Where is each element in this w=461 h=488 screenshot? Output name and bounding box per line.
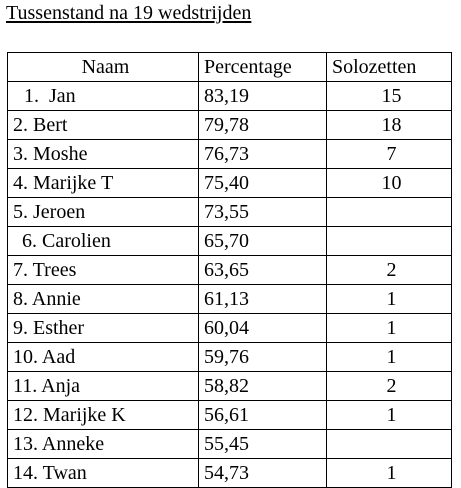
table-row	[8, 285, 452, 314]
cell-solo: 1	[327, 401, 452, 430]
cell-name: 9. Esther	[8, 314, 199, 343]
table-row	[8, 82, 452, 111]
column-header-solo: Solozetten	[327, 53, 452, 82]
table-row	[8, 227, 452, 256]
table-row	[8, 401, 452, 430]
cell-solo	[327, 227, 452, 256]
cell-name: 11. Anja	[8, 372, 199, 401]
cell-solo: 1	[327, 285, 452, 314]
table-row	[8, 314, 452, 343]
standings-table	[7, 52, 452, 488]
cell-solo: 7	[327, 140, 452, 169]
table-row	[8, 459, 452, 488]
table-row	[8, 430, 452, 459]
table-row	[8, 198, 452, 227]
cell-name: 12. Marijke K	[8, 401, 199, 430]
cell-percentage: 65,70	[199, 227, 327, 256]
table-row	[8, 343, 452, 372]
cell-name: 3. Moshe	[8, 140, 199, 169]
cell-name: 13. Anneke	[8, 430, 199, 459]
cell-name: 7. Trees	[8, 256, 199, 285]
cell-percentage: 55,45	[199, 430, 327, 459]
cell-solo: 15	[327, 82, 452, 111]
cell-name: 1. Jan	[8, 82, 199, 111]
column-header-percentage: Percentage	[199, 53, 327, 82]
cell-name: 10. Aad	[8, 343, 199, 372]
cell-percentage: 83,19	[199, 82, 327, 111]
column-header-name: Naam	[8, 53, 199, 82]
cell-percentage: 59,76	[199, 343, 327, 372]
cell-solo	[327, 430, 452, 459]
cell-percentage: 60,04	[199, 314, 327, 343]
cell-name: 6. Carolien	[8, 227, 199, 256]
cell-name: 2. Bert	[8, 111, 199, 140]
cell-percentage: 76,73	[199, 140, 327, 169]
table-row	[8, 169, 452, 198]
cell-solo: 18	[327, 111, 452, 140]
table-row	[8, 111, 452, 140]
cell-percentage: 63,65	[199, 256, 327, 285]
cell-name: 4. Marijke T	[8, 169, 199, 198]
cell-percentage: 73,55	[199, 198, 327, 227]
table-header-row	[8, 53, 452, 82]
cell-percentage: 75,40	[199, 169, 327, 198]
cell-solo: 1	[327, 459, 452, 488]
cell-percentage: 61,13	[199, 285, 327, 314]
cell-name: 5. Jeroen	[8, 198, 199, 227]
page-title: Tussenstand na 19 wedstrijden	[6, 2, 252, 24]
cell-percentage: 79,78	[199, 111, 327, 140]
cell-percentage: 58,82	[199, 372, 327, 401]
cell-name: 8. Annie	[8, 285, 199, 314]
cell-percentage: 56,61	[199, 401, 327, 430]
table-row	[8, 372, 452, 401]
table-row	[8, 140, 452, 169]
cell-name: 14. Twan	[8, 459, 199, 488]
cell-solo: 10	[327, 169, 452, 198]
cell-percentage: 54,73	[199, 459, 327, 488]
cell-solo: 2	[327, 256, 452, 285]
table-row	[8, 256, 452, 285]
cell-solo: 1	[327, 314, 452, 343]
cell-solo	[327, 198, 452, 227]
cell-solo: 1	[327, 343, 452, 372]
cell-solo: 2	[327, 372, 452, 401]
